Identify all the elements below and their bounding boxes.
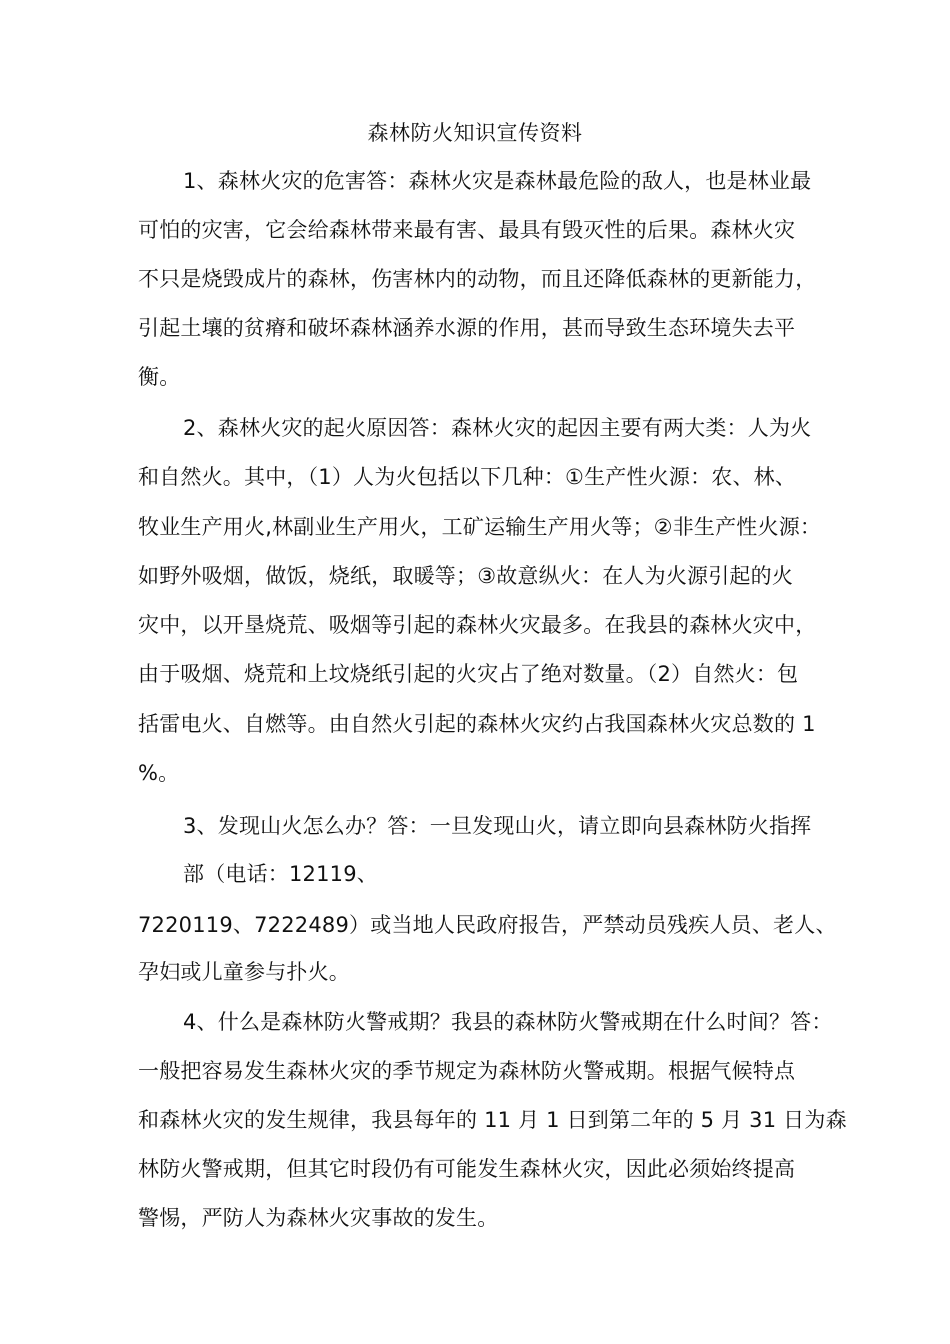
paragraph-4-line-5: 警惕，严防人为森林火灾事故的发生。: [138, 1206, 499, 1230]
paragraph-4-line-4: 林防火警戒期，但其它时段仍有可能发生森林火灾，因此必须始终提高: [138, 1157, 796, 1181]
paragraph-2-line-4: 如野外吸烟，做饭，烧纸，取暖等；③故意纵火：在人为火源引起的火: [138, 564, 794, 588]
paragraph-2-line-1: 2、森林火灾的起火原因答：森林火灾的起因主要有两大类：人为火: [183, 416, 812, 440]
paragraph-3-line-3: 7220119、7222489）或当地人民政府报告，严禁动员残疾人员、老人、: [138, 913, 837, 937]
paragraph-4-line-1: 4、什么是森林防火警戒期？我县的森林防火警戒期在什么时间？答：: [183, 1010, 833, 1034]
paragraph-3-line-4: 孕妇或儿童参与扑火。: [138, 960, 350, 984]
paragraph-1-line-1: 1、森林火灾的危害答：森林火灾是森林最危险的敌人，也是林业最: [183, 169, 812, 193]
paragraph-2-line-7: 括雷电火、自燃等。由自然火引起的森林火灾约占我国森林火灾总数的 1: [138, 712, 816, 736]
paragraph-3-line-1: 3、发现山火怎么办？答：一旦发现山火，请立即向县森林防火指挥: [183, 814, 812, 838]
paragraph-1-line-4: 引起土壤的贫瘠和破坏森林涵养水源的作用，甚而导致生态环境失去平: [138, 316, 796, 340]
paragraph-1-line-5: 衡。: [138, 365, 181, 389]
paragraph-2-line-5: 灾中，以开垦烧荒、吸烟等引起的森林火灾最多。在我县的森林火灾中，: [138, 613, 817, 637]
paragraph-1-line-2: 可怕的灾害，它会给森林带来最有害、最具有毁灭性的后果。森林火灾: [138, 218, 796, 242]
paragraph-2-line-8: %。: [138, 761, 180, 785]
paragraph-2-line-2: 和自然火。其中，（1）人为火包括以下几种：①生产性火源：农、林、: [138, 465, 797, 489]
document-title: 森林防火知识宣传资料: [367, 121, 583, 145]
paragraph-2-line-3: 牧业生产用火,林副业生产用火，工矿运输生产用火等；②非生产性火源：: [138, 515, 822, 539]
paragraph-3-line-2: 部（电话：12119、: [183, 862, 379, 886]
paragraph-4-line-2: 一般把容易发生森林火灾的季节规定为森林防火警戒期。根据气候特点: [138, 1059, 796, 1083]
paragraph-1-line-3: 不只是烧毁成片的森林，伤害林内的动物，而且还降低森林的更新能力，: [138, 267, 817, 291]
paragraph-4-line-3: 和森林火灾的发生规律，我县每年的 11 月 1 日到第二年的 5 月 31 日为森: [138, 1108, 847, 1132]
paragraph-2-line-6: 由于吸烟、烧荒和上坟烧纸引起的火灾占了绝对数量。（2）自然火：包: [138, 662, 799, 686]
